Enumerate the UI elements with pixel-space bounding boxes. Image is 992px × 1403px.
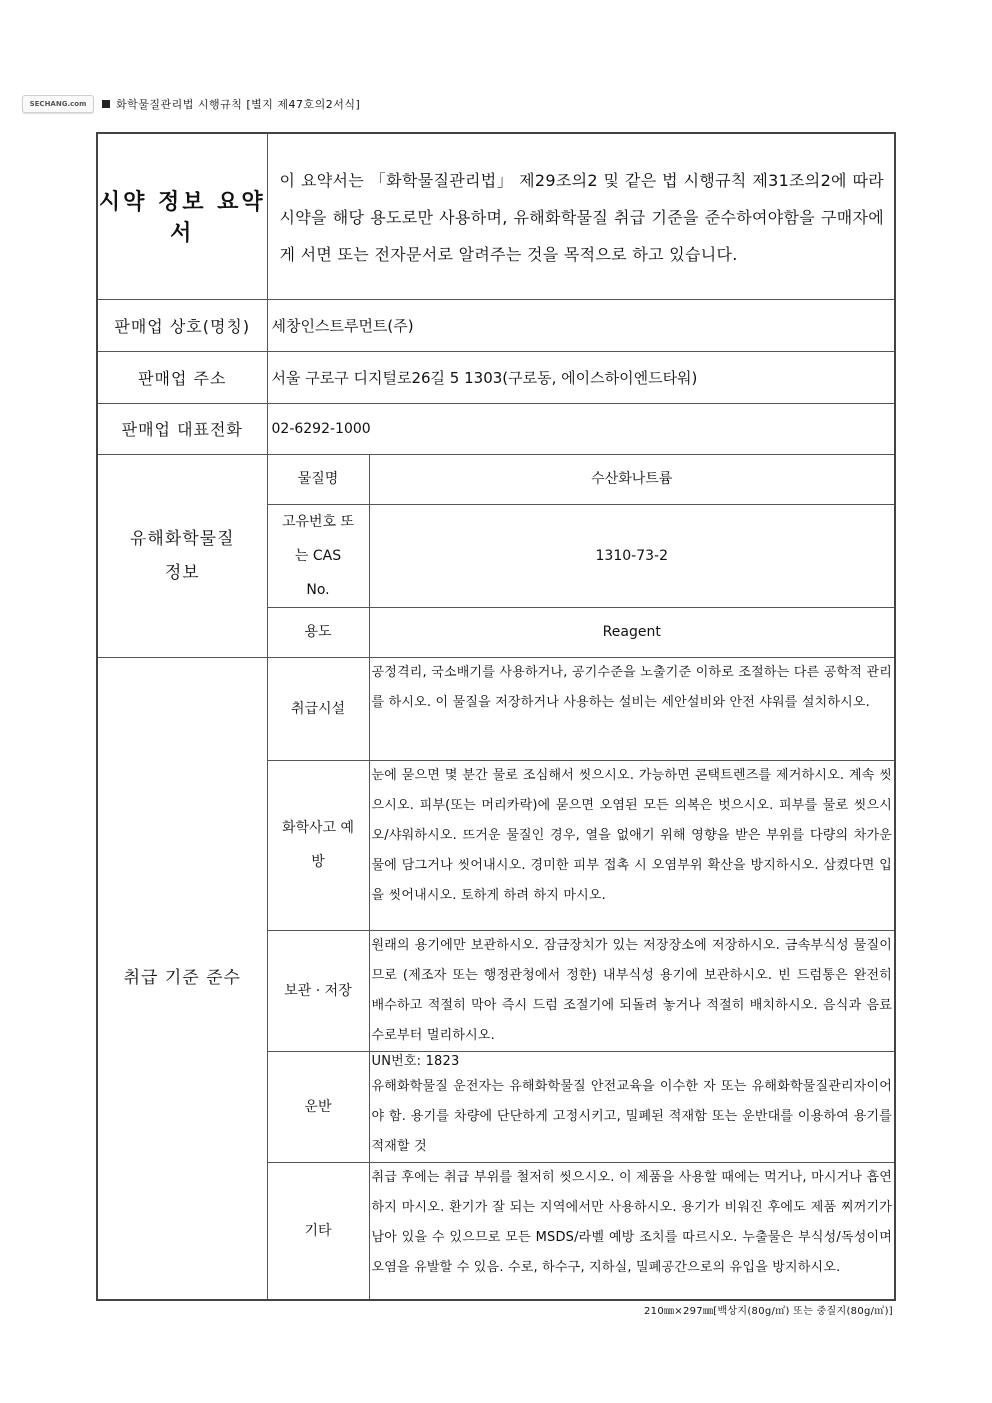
reagent-summary-form bbox=[96, 132, 896, 1301]
substance-label: 물질명 bbox=[267, 454, 369, 504]
handling-label: 취급 기준 준수 bbox=[97, 657, 267, 1300]
transport-un-number: UN번호: 1823 bbox=[371, 1053, 460, 1069]
paper-spec: 210㎜×297㎜[백상지(80g/㎡) 또는 중질지(80g/㎡)] bbox=[644, 1306, 893, 1317]
square-bullet-icon bbox=[102, 100, 110, 108]
seller-name-label: 판매업 상호(명칭) bbox=[97, 299, 267, 351]
prevention-text: 눈에 묻으면 몇 분간 물로 조심해서 씻으시오. 가능하면 콘택트렌즈를 제거하시오. 계속 씻으시오. 피부(또는 머리카락)에 묻으면 오염된 모든 의복은 벗으시오. 피부를 물로 씻으시오/샤워하시오. 뜨거운 물질인 경우, 열을 없애기 위해 영향을 받은 부위를 다량의 차가운 물에 담그거나 씻어내시오. 경미한 피부 접촉 시 오염부위 확산을 방지하시오. 삼켰다면 입을 씻어내시오. 토하게 하려 하지 마시오. bbox=[369, 760, 895, 930]
facility-text: 공정격리, 국소배기를 사용하거나, 공기수준을 노출기준 이하로 조절하는 다른 공학적 관리를 하시오. 이 물질을 저장하거나 사용하는 설비는 세안설비와 안전 샤워를 설치하시오. bbox=[369, 657, 895, 760]
storage-label: 보관 · 저장 bbox=[267, 930, 369, 1051]
cas-number: 1310-73-2 bbox=[369, 504, 895, 607]
use-value: Reagent bbox=[369, 607, 895, 657]
transport-text: 유해화학물질 운전자는 유해화학물질 안전교육을 이수한 자 또는 유해화학물질관리자이어야 함. 용기를 차량에 단단하게 고정시키고, 밀폐된 적재함 또는 운반대를 이용하여 용기를 적재할 것 bbox=[371, 1078, 893, 1154]
other-label: 기타 bbox=[267, 1162, 369, 1300]
form-label: 화학물질관리법 시행규칙 [별지 제47호의2서식] bbox=[116, 98, 361, 111]
other-text: 취급 후에는 취급 부위를 철저히 씻으시오. 이 제품을 사용할 때에는 먹거나, 마시거나 흡연하지 마시오. 환기가 잘 되는 지역에서만 사용하시오. 용기가 비워진 후에도 제품 찌꺼기가 남아 있을 수 있으므로 모든 MSDS/라벨 예방 조치를 따르시오. 누출물은 부식성/독성이며 오염을 유발할 수 있음. 수로, 하수구, 지하실, 밀폐공간으로의 유입을 방지하시오. bbox=[369, 1162, 895, 1300]
sechang-logo: SECHANG.com bbox=[22, 95, 94, 113]
prevention-label: 화학사고 예방 bbox=[267, 760, 369, 930]
seller-phone: 02-6292-1000 bbox=[267, 403, 895, 454]
form-title: 시약 정보 요약서 bbox=[97, 133, 267, 299]
seller-phone-label: 판매업 대표전화 bbox=[97, 403, 267, 454]
intro-text: 이 요약서는 「화학물질관리법」 제29조의2 및 같은 법 시행규칙 제31조의2에 따라 시약을 해당 용도로만 사용하며, 유해화학물질 취급 기준을 준수하여야함을 구매자에게 서면 또는 전자문서로 알려주는 것을 목적으로 하고 있습니다. bbox=[267, 133, 895, 299]
transport-cell bbox=[369, 1051, 895, 1162]
cas-label: 고유번호 또는 CAS No. bbox=[267, 504, 369, 607]
seller-address: 서울 구로구 디지털로26길 5 1303(구로동, 에이스하이엔드타워) bbox=[267, 351, 895, 403]
transport-label: 운반 bbox=[267, 1051, 369, 1162]
hazard-info-text: 유해화학물질 정보 bbox=[129, 528, 235, 583]
seller-name: 세창인스트루먼트(주) bbox=[267, 299, 895, 351]
storage-text: 원래의 용기에만 보관하시오. 잠금장치가 있는 저장장소에 저장하시오. 금속부식성 물질이므로 (제조자 또는 행정관청에서 정한) 내부식성 용기에 보관하시오. 빈 드럼통은 완전히 배수하고 적절히 막아 즉시 드럼 조절기에 되돌려 놓거나 적절히 배치하시오. 음식과 음료수로부터 멀리하시오. bbox=[369, 930, 895, 1051]
facility-label: 취급시설 bbox=[267, 657, 369, 760]
seller-address-label: 판매업 주소 bbox=[97, 351, 267, 403]
substance-name: 수산화나트륨 bbox=[369, 454, 895, 504]
hazard-info-label bbox=[97, 454, 267, 657]
use-label: 용도 bbox=[267, 607, 369, 657]
document-header bbox=[22, 94, 360, 114]
